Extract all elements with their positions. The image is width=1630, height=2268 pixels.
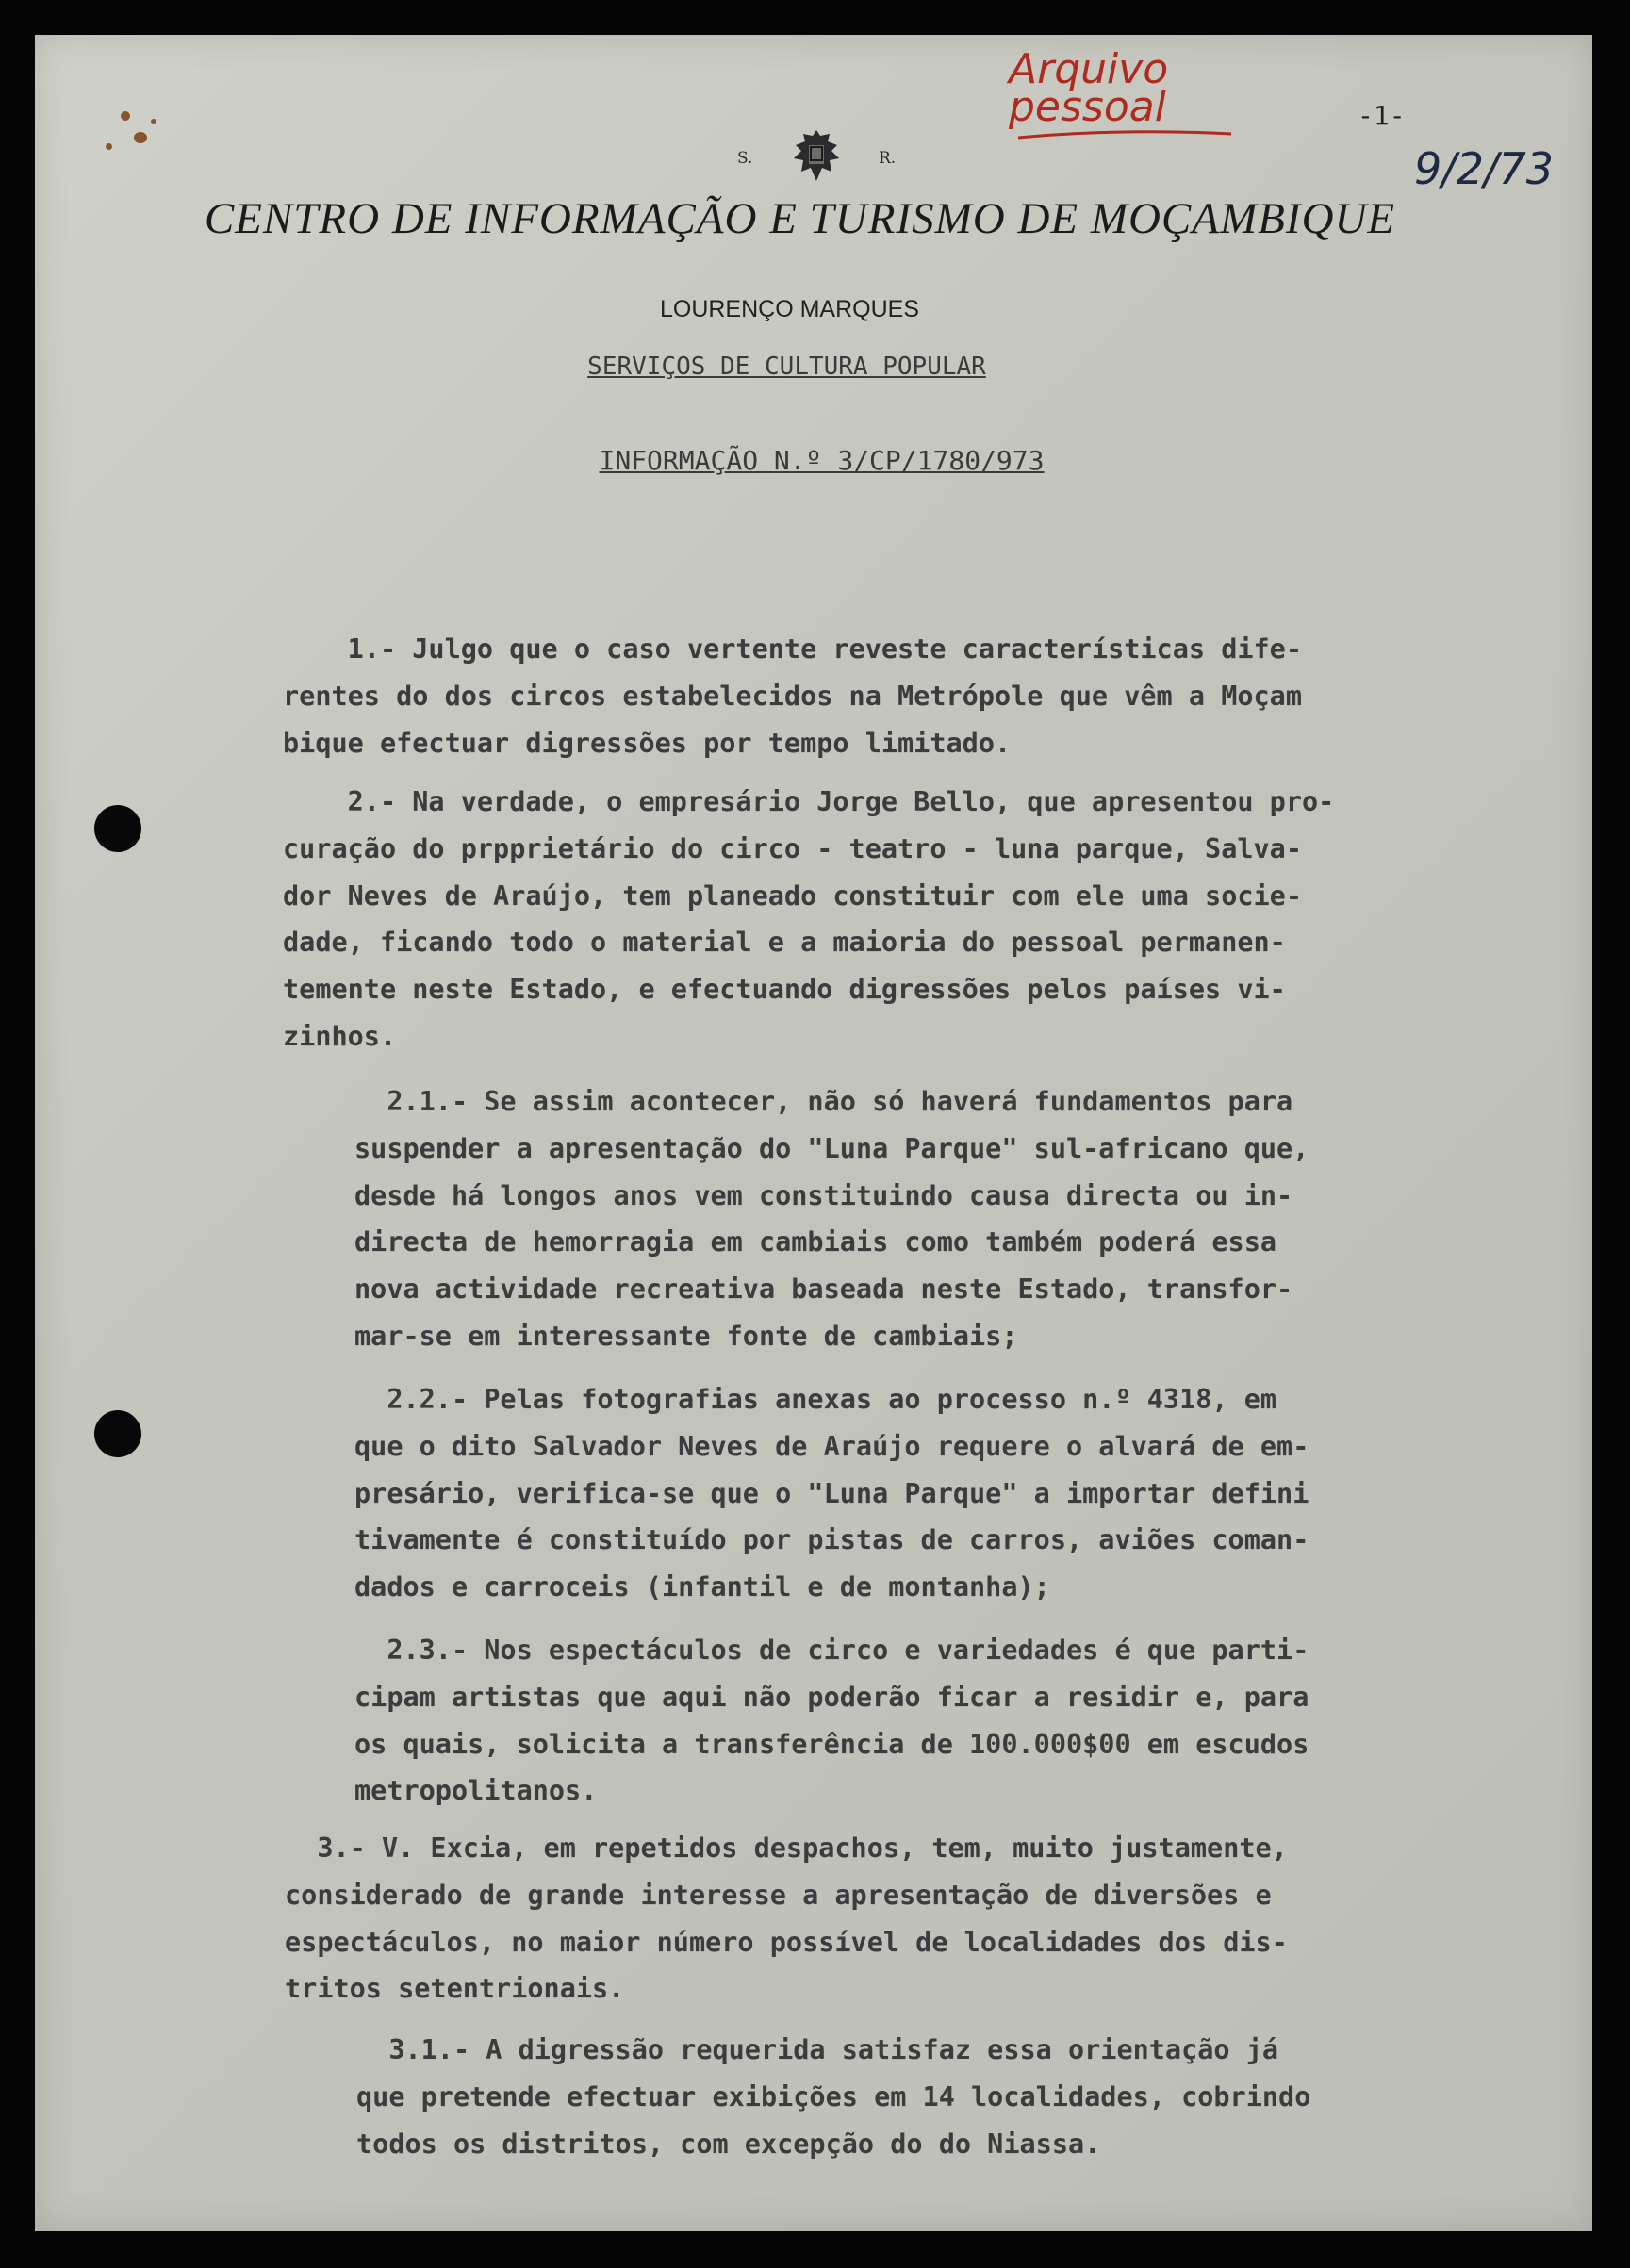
- punch-hole: [94, 805, 141, 852]
- paragraph-2-2: 2.2.- Pelas fotografias anexas ao processo n.º 4318, em que o dito Salvador Neves de Araújo requere o alvará de em- presário, verifica-se que o "Luna Parque" a importar defini tivamente é constituído por pistas de carros, aviões coman- dados e carroceis (infantil e de montanha);: [354, 1384, 1309, 1603]
- paragraph-2-3: 2.3.- Nos espectáculos de circo e variedades é que parti- cipam artistas que aqui não poderão ficar a residir e, para os quais, solicita a transferência de 100.000$00 em escudos metropolitanos.: [354, 1635, 1309, 1807]
- rust-stain: [151, 119, 156, 124]
- seal-left-letter: S.: [737, 149, 753, 168]
- paragraph-2-1: 2.1.- Se assim acontecer, não só haverá fundamentos para suspender a apresentação do "Luna Parque" sul-africano que, desde há longos anos vem constituindo causa directa ou in- directa de hemorragia em cambiais como também poderá essa nova actividade recreativa baseada neste Estado, transfor- mar-se em interessante fonte de cambiais;: [354, 1086, 1309, 1352]
- city-name: LOURENÇO MARQUES: [659, 296, 920, 322]
- coat-of-arms-icon: [792, 128, 841, 185]
- archive-note-text: Arquivo pessoal: [1009, 45, 1169, 131]
- rust-stain: [106, 143, 112, 150]
- paragraph-3-1: 3.1.- A digressão requerida satisfaz essa orientação já que pretende efectuar exibições em 14 localidades, cobrindo todos os distritos, com excepção do do Niassa.: [356, 2034, 1311, 2160]
- reference-number: INFORMAÇÃO N.º 3/CP/1780/973: [599, 445, 1045, 476]
- rust-stain: [121, 111, 130, 121]
- page-number: -1-: [1358, 100, 1406, 131]
- paragraph-1: 1.- Julgo que o caso vertente reveste características dife- rentes do dos circos estabelecidos na Metrópole que vêm a Moçam bique efectuar digressões por tempo limitado.: [283, 633, 1302, 759]
- seal-right-letter: R.: [879, 149, 897, 168]
- rust-stain: [134, 132, 147, 143]
- organization-title: CENTRO DE INFORMAÇÃO E TURISMO DE MOÇAMBIQUE: [204, 194, 1396, 243]
- handwritten-date: 9/2/73: [1414, 143, 1555, 194]
- archive-note: [1009, 45, 1244, 131]
- paragraph-3: 3.- V. Excia, em repetidos despachos, tem, muito justamente, considerado de grande interesse a apresentação de diversões e espectáculos, no maior número possível de localidades dos dis- tritos setentrionais.: [285, 1832, 1288, 2005]
- punch-hole: [94, 1410, 141, 1457]
- paragraph-2: 2.- Na verdade, o empresário Jorge Bello, que apresentou pro- curação do prpprietário do circo - teatro - luna parque, Salva- dor Neves de Araújo, tem planeado constituir com ele uma socie- dade, ficando todo o material e a maioria do pessoal permanen- temente neste Estado, e efectuando digressões pelos países vi- zinhos.: [283, 786, 1335, 1052]
- department-name: SERVIÇOS DE CULTURA POPULAR: [587, 353, 986, 381]
